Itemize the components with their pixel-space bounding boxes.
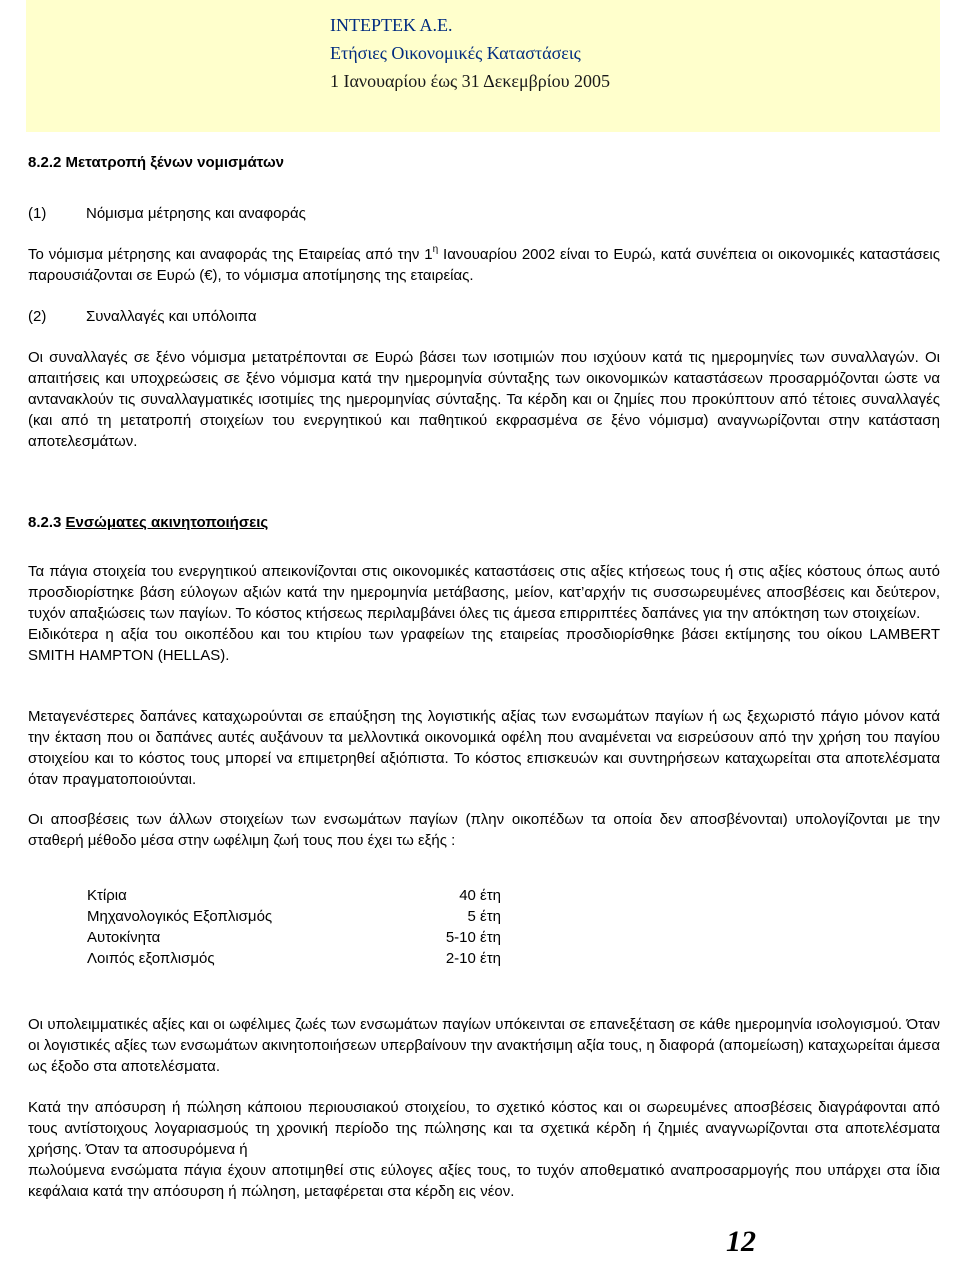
company-name: INTEPTEK A.E. — [330, 15, 453, 35]
asset-category: Αυτοκίνητα — [87, 929, 161, 946]
paragraph-text: Ιανουαρίου 2002 είναι το Ευρώ, κατά συνέπεια οι οικονομικές καταστάσεις παρουσιάζονται σε Ευρώ (€), το νόμισμα αποτίμησης της εταιρείας. — [28, 246, 940, 284]
paragraph-text: πωλούμενα ενσώματα πάγια έχουν αποτιμηθεί στις εύλογες αξίες τους, το τυχόν αποθεματικό αναπροσαρμογής που υπάρχει στα ίδια κεφάλαια κατά την απόσυρση ή πώληση, μεταφέρεται στα κέρδη εις νέον. — [28, 1162, 940, 1200]
paragraph-residual-values: Οι υπολειμματικές αξίες και οι ωφέλιμες ζωές των ενσωμάτων παγίων υπόκεινται σε επανεξέταση σε κάθε ημερομηνία ισολογισμού. Όταν οι λογιστικές αξίες των ενσωμάτων ακινητοποιήσεων υπερβαίνουν την ανακτήσιμη αξία τους, η διαφορά (απομείωση) καταχωρείται άμεσα ως έξοδο στα αποτελέσματα. — [28, 1016, 940, 1075]
paragraph-subsequent-costs: Μεταγενέστερες δαπάνες καταχωρούνται σε επαύξηση της λογιστικής αξίας των ενσωμάτων παγίων ή ως ξεχωριστό πάγιο μόνον κατά την έκταση που οι δαπάνες αυτές αυξάνουν τα μελλοντικά οικονομικά οφέλη που αναμένεται να εισρεύσουν από την χρήση του παγίου στοιχείου και το κόστος τους μπορεί να επιμετρηθεί αξιόπιστα. Το κόστος επισκευών και συντηρήσεων καταχωρείται στα αποτελέσματα όταν πραγματοποιούνται. — [28, 708, 940, 788]
paragraph-text: Το νόμισμα μέτρησης και αναφοράς της Εταιρείας από την 1 — [28, 246, 433, 263]
subheading-number: (2) — [28, 308, 47, 325]
table-row — [87, 929, 507, 950]
useful-life-years: 40 έτη — [459, 887, 501, 904]
section-number: 8.2.3 — [28, 514, 62, 531]
subheading-label: Συναλλαγές και υπόλοιπα — [86, 308, 257, 325]
document-header — [26, 0, 940, 132]
subheading-transactions-balances — [28, 308, 257, 325]
paragraph-transactions-balances: Οι συναλλαγές σε ξένο νόμισμα μετατρέπονται σε Ευρώ βάσει των ισοτιμιών που ισχύουν κατά τις ημερομηνίες των συναλλαγών. Οι απαιτήσεις και υποχρεώσεις σε ξένο νόμισμα κατά την ημερομηνία σύνταξης των οικονομικών καταστάσεων προσαρμόζονται ώστε να αντανακλούν τις συναλλαγματικές ισοτιμίες της ημερομηνίας σύνταξης. Τα κέρδη και οι ζημίες που προκύπτουν από τέτοιες συναλλαγές (και από τη μετατροπή στοιχείων του ενεργητικού και παθητικού εκφρασμένα σε ξένο νόμισμα) αναγνωρίζονται στην κατάσταση αποτελεσμάτων. — [28, 349, 940, 450]
report-period: 1 Ιανουαρίου έως 31 Δεκεμβρίου 2005 — [330, 71, 610, 91]
asset-category: Λοιπός εξοπλισμός — [87, 950, 215, 967]
table-row — [87, 908, 507, 929]
ordinal-superscript: η — [432, 244, 439, 255]
paragraph-functional-currency — [28, 244, 940, 286]
section-heading-8-2-3 — [28, 514, 268, 531]
page-number: 12 — [726, 1225, 756, 1258]
table-row — [87, 950, 507, 971]
section-heading-8-2-2 — [28, 154, 284, 171]
paragraph-text: Ειδικότερα η αξία του οικοπέδου και του κτιρίου των γραφείων της εταιρείας προσδιορίσθηκε βάσει εκτίμησης του οίκου LAMBERT SMITH HAMPTON (HELLAS). — [28, 626, 940, 664]
paragraph-depreciation-method: Οι αποσβέσεις των άλλων στοιχείων των ενσωμάτων παγίων (πλην οικοπέδων τα οποία δεν αποσβένονται) υπολογίζονται με την σταθερή μέθοδο μέσα στην ωφέλιμη ζωή τους που έχει τω εξής : — [28, 811, 940, 849]
section-title: Μετατροπή ξένων νομισμάτων — [65, 154, 284, 171]
paragraph-fixed-assets-cost — [28, 561, 940, 666]
report-title: Ετήσιες Οικονομικές Καταστάσεις — [330, 43, 581, 63]
section-number: 8.2.2 — [28, 154, 62, 171]
subheading-number: (1) — [28, 205, 47, 222]
subheading-label: Νόμισμα μέτρησης και αναφοράς — [86, 205, 306, 222]
useful-lives-table — [87, 887, 507, 971]
useful-life-years: 5-10 έτη — [445, 929, 501, 946]
asset-category: Κτίρια — [87, 887, 127, 904]
table-row — [87, 887, 507, 908]
section-title: Ενσώματες ακινητοποιήσεις — [65, 514, 269, 531]
asset-category: Μηχανολογικός Εξοπλισμός — [87, 908, 273, 925]
paragraph-disposals — [28, 1097, 940, 1202]
useful-life-years: 5 έτη — [467, 908, 501, 925]
paragraph-text: Τα πάγια στοιχεία του ενεργητικού απεικονίζονται στις οικονομικές καταστάσεις στις αξίες κτήσεως τους ή στις αξίες κόστους όπως αυτό προσδιορίστηκε βάση εύλογων αξιών κατά την ημερομηνία μετάβασης, μείον, κατ’αρχήν τις συσσωρευμένες αποσβέσεις και δεύτερον, τυχόν απαξιώσεις των παγίων. Το κόστος κτήσεως περιλαμβάνει όλες τις άμεσα επιρριπτέες δαπάνες για την απόκτηση των στοιχείων. — [28, 563, 940, 622]
subheading-functional-currency — [28, 205, 306, 222]
useful-life-years: 2-10 έτη — [445, 950, 501, 967]
paragraph-text: Κατά την απόσυρση ή πώληση κάποιου περιουσιακού στοιχείου, το σχετικό κόστος και οι σωρευμένες αποσβέσεις διαγράφονται από τους αντίστοιχους λογαριασμούς τη χρονική περίοδο της πώλησης και τα σχετικά κέρδη ή ζημιές αναγνωρίζονται στα αποτελέσματα χρήσης. Όταν τα αποσυρόμενα ή — [28, 1099, 940, 1158]
